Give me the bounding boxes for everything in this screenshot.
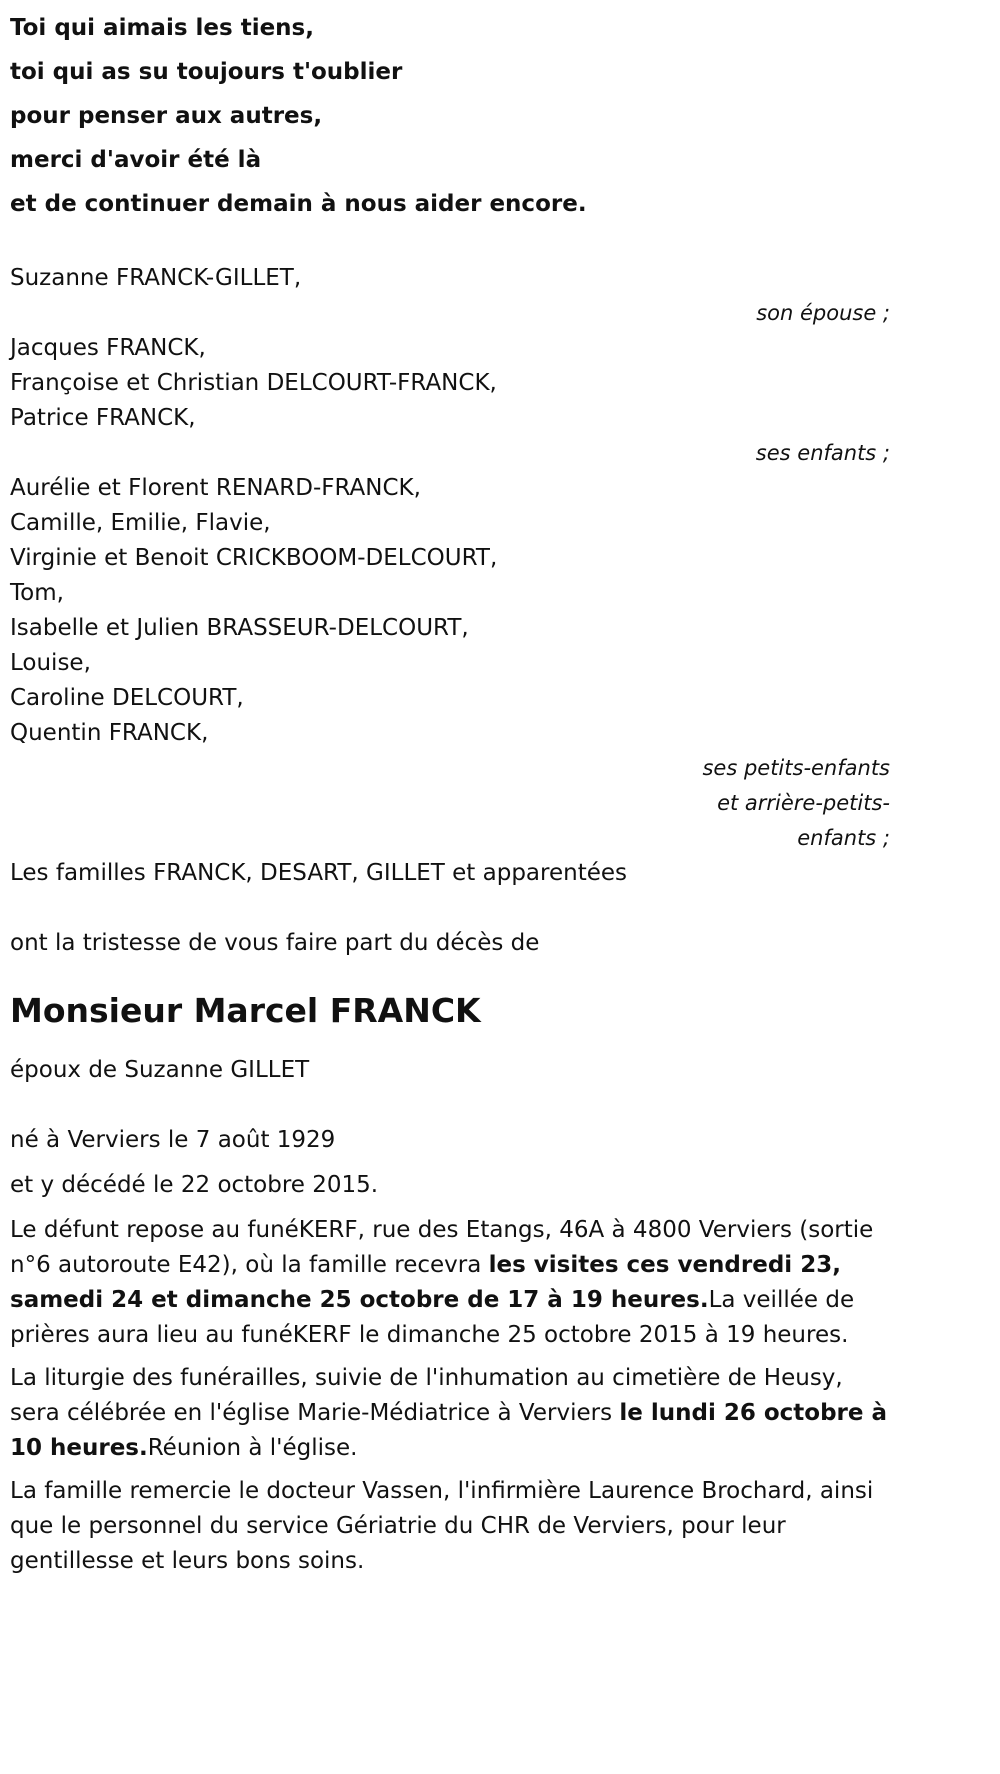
family-name: Isabelle et Julien BRASSEUR-DELCOURT, bbox=[10, 615, 469, 641]
vigil-text: La veillée de prières aura lieu au funéKERF le dimanche 25 octobre 2015 à 19 heures. bbox=[10, 1287, 855, 1348]
family-name: Suzanne FRANCK-GILLET, bbox=[10, 265, 302, 291]
announcement: ont la tristesse de vous faire part du décès de bbox=[10, 930, 540, 956]
rest-intro: Le défunt repose au funéKERF, rue des Etangs, 46A à 4800 Verviers (sortie n°6 autoroute E42), où la famille recevra bbox=[10, 1217, 874, 1278]
family-children bbox=[10, 331, 890, 471]
families-line: Les familles FRANCK, DESART, GILLET et apparentées bbox=[10, 860, 628, 886]
relation-line: ses petits-enfants bbox=[702, 756, 890, 780]
family-name: Camille, Emilie, Flavie, bbox=[10, 510, 271, 536]
relation-label bbox=[10, 751, 890, 856]
poem-line: et de continuer demain à nous aider encore. bbox=[10, 191, 587, 217]
liturgy-meeting: Réunion à l'église. bbox=[147, 1435, 358, 1461]
liturgy-paragraph bbox=[10, 1361, 890, 1466]
liturgy-intro: La liturgie des funérailles, suivie de l'inhumation au cimetière de Heusy, sera célébrée en l'église Marie-Médiatrice à Verviers bbox=[10, 1365, 843, 1426]
poem bbox=[10, 6, 890, 226]
family-name: Patrice FRANCK, bbox=[10, 405, 196, 431]
rest-paragraph bbox=[10, 1213, 890, 1353]
visits-text: les visites ces vendredi 23, samedi 24 et dimanche 25 octobre de 17 à 19 heures. bbox=[10, 1252, 841, 1313]
liturgy-date: le lundi 26 octobre à 10 heures. bbox=[10, 1400, 888, 1461]
family-grandchildren bbox=[10, 471, 890, 856]
family-name: Aurélie et Florent RENARD-FRANCK, bbox=[10, 475, 421, 501]
family-name: Françoise et Christian DELCOURT-FRANCK, bbox=[10, 370, 497, 396]
spouse-line: époux de Suzanne GILLET bbox=[10, 1057, 310, 1083]
family-name: Tom, bbox=[10, 580, 64, 606]
family-name: Jacques FRANCK, bbox=[10, 335, 206, 361]
relation-line: et arrière-petits- bbox=[717, 791, 890, 815]
poem-line: pour penser aux autres, bbox=[10, 103, 323, 129]
family-name: Quentin FRANCK, bbox=[10, 720, 209, 746]
family-spouse bbox=[10, 261, 890, 331]
relation-label bbox=[10, 296, 890, 331]
poem-line: toi qui as su toujours t'oublier bbox=[10, 59, 403, 85]
thanks-paragraph: La famille remercie le docteur Vassen, l'infirmière Laurence Brochard, ainsi que le personnel du service Gériatrie du CHR de Verviers, pour leur gentillesse et leurs bons soins. bbox=[10, 1478, 874, 1574]
relation-line: ses enfants ; bbox=[755, 441, 890, 465]
family-name: Virginie et Benoit CRICKBOOM-DELCOURT, bbox=[10, 545, 498, 571]
relation-line: son épouse ; bbox=[756, 301, 890, 325]
relation-label bbox=[10, 436, 890, 471]
death-line: et y décédé le 22 octobre 2015. bbox=[10, 1172, 379, 1198]
family-name: Caroline DELCOURT, bbox=[10, 685, 244, 711]
poem-line: Toi qui aimais les tiens, bbox=[10, 15, 314, 41]
relation-line: enfants ; bbox=[797, 826, 890, 850]
birth-line: né à Verviers le 7 août 1929 bbox=[10, 1127, 336, 1153]
family-name: Louise, bbox=[10, 650, 91, 676]
deceased-name: Monsieur Marcel FRANCK bbox=[10, 991, 481, 1030]
poem-line: merci d'avoir été là bbox=[10, 147, 262, 173]
